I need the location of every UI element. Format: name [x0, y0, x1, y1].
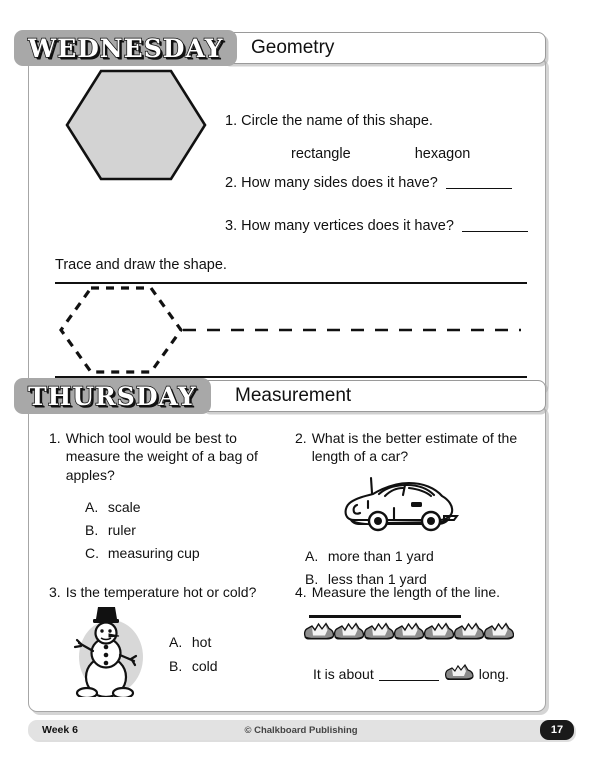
shoe-unit: [333, 622, 364, 644]
wednesday-subject-pill: [220, 32, 546, 64]
shoe-unit: [303, 622, 334, 644]
measure-line: [309, 615, 461, 618]
thursday-subject-label: Measurement: [235, 385, 352, 406]
thursday-q4-number: 4.: [295, 584, 307, 600]
thursday-q2-text: What is the better estimate of the length of a car?: [311, 430, 518, 465]
wednesday-header: [14, 30, 546, 66]
thursday-q1-option-a-label: A.: [85, 499, 99, 516]
thursday-q3-option-b-text: cold: [191, 657, 218, 674]
thursday-q3-option-b-label: B.: [169, 657, 183, 674]
thursday-q1-option-b-text: ruler: [107, 522, 136, 539]
choice-rectangle[interactable]: rectangle: [291, 146, 351, 162]
wednesday-question-2: [225, 175, 512, 191]
wednesday-q2-number: 2.: [225, 175, 238, 191]
thursday-q1-option-b-label: B.: [85, 522, 99, 539]
shoe-icon: [363, 622, 394, 641]
wednesday-subject-label: Geometry: [251, 37, 335, 58]
thursday-q2-option-a-label: A.: [305, 547, 319, 564]
thursday-q2-option-b-text: less than 1 yard: [327, 570, 427, 587]
shoe-icon: [444, 664, 474, 681]
wednesday-question-1: [225, 113, 433, 129]
shoe-icon: [303, 622, 334, 641]
wednesday-day-label: WEDNESDAY: [28, 33, 224, 63]
shoe-icon: [423, 622, 454, 641]
footer-page-number: 17: [540, 720, 574, 740]
thursday-day-label: THURSDAY: [28, 381, 197, 411]
thursday-question-1: [49, 429, 279, 564]
shoe-icon: [393, 622, 424, 641]
shoe-unit: [363, 622, 394, 644]
page-footer: [28, 720, 574, 740]
shoe-unit-row: [303, 622, 535, 644]
thursday-q1-option-c-text: measuring cup: [107, 544, 200, 561]
trace-instruction: Trace and draw the shape.: [55, 257, 227, 273]
footer-copyright: © Chalkboard Publishing: [244, 724, 358, 736]
wednesday-shape-choices: [291, 146, 470, 162]
thursday-q1-option-c-label: C.: [85, 544, 99, 561]
thursday-q4-answer-shoe: [444, 664, 474, 684]
shoe-icon: [453, 622, 484, 641]
snowman-illustration: [65, 607, 151, 700]
thursday-day-tab: [14, 378, 211, 414]
thursday-q3-option-a-label: A.: [169, 633, 183, 650]
snowman-row: [49, 607, 289, 700]
thursday-q2-option-a-text: more than 1 yard: [327, 547, 434, 564]
shoe-unit: [483, 622, 514, 644]
wednesday-day-tab: [14, 30, 237, 66]
thursday-q2-number: 2.: [295, 430, 307, 446]
wednesday-q3-text: How many vertices does it have?: [241, 218, 454, 234]
wednesday-question-3: [225, 218, 528, 234]
shoe-icon: [333, 622, 364, 641]
car-icon: [339, 474, 461, 536]
footer-week-label: Week 6: [42, 724, 78, 736]
thursday-q1-option-a-text: scale: [107, 499, 141, 516]
shoe-unit: [453, 622, 484, 644]
trace-hexagon-dashed-icon: [55, 282, 527, 378]
thursday-q2-option-b-label: B.: [305, 570, 319, 587]
thursday-q3-option-b[interactable]: [169, 654, 218, 678]
thursday-question-2: [295, 429, 535, 590]
wednesday-q1-text: Circle the name of this shape.: [241, 113, 433, 129]
thursday-q1-text: Which tool would be best to measure the weight of a bag of apples?: [65, 430, 258, 483]
thursday-q1-number: 1.: [49, 430, 61, 446]
thursday-q4-answer-prefix: It is about: [313, 666, 374, 683]
thursday-q4-answer-blank[interactable]: [379, 668, 439, 681]
thursday-q3-number: 3.: [49, 584, 61, 600]
wednesday-content-panel: [28, 56, 546, 392]
thursday-q4-text: Measure the length of the line.: [311, 584, 501, 600]
thursday-subject-pill: [200, 380, 546, 412]
wednesday-q3-number: 3.: [225, 218, 238, 234]
thursday-question-4: [295, 583, 535, 684]
choice-hexagon[interactable]: hexagon: [414, 146, 471, 162]
hexagon-shape-icon: [61, 65, 211, 185]
trace-practice-area[interactable]: [55, 282, 527, 378]
thursday-q3-options: [169, 630, 218, 678]
thursday-q1-option-c[interactable]: [85, 542, 279, 565]
shoe-unit: [423, 622, 454, 644]
thursday-q4-answer-suffix: long.: [478, 666, 510, 683]
measure-exercise: [303, 615, 535, 644]
thursday-q1-option-b[interactable]: [85, 519, 279, 542]
car-illustration: [339, 474, 535, 539]
wednesday-q2-answer-blank[interactable]: [446, 188, 512, 189]
thursday-question-3: [49, 583, 289, 700]
hexagon-figure: [61, 65, 211, 185]
thursday-q1-options: [85, 496, 279, 564]
thursday-q3-option-a[interactable]: [169, 630, 218, 654]
thursday-q3-text: Is the temperature hot or cold?: [65, 584, 257, 600]
thursday-q3-option-a-text: hot: [191, 633, 212, 650]
thursday-content-panel: [28, 404, 546, 712]
snowman-icon: [65, 607, 151, 697]
shoe-icon: [483, 622, 514, 641]
shoe-unit: [393, 622, 424, 644]
wednesday-q3-answer-blank[interactable]: [462, 231, 528, 232]
thursday-header: [14, 378, 546, 414]
thursday-q1-option-a[interactable]: [85, 496, 279, 519]
wednesday-q2-text: How many sides does it have?: [241, 175, 438, 191]
thursday-q4-answer-line: [313, 664, 535, 684]
thursday-q2-option-a[interactable]: [305, 545, 535, 568]
wednesday-q1-number: 1.: [225, 113, 238, 129]
